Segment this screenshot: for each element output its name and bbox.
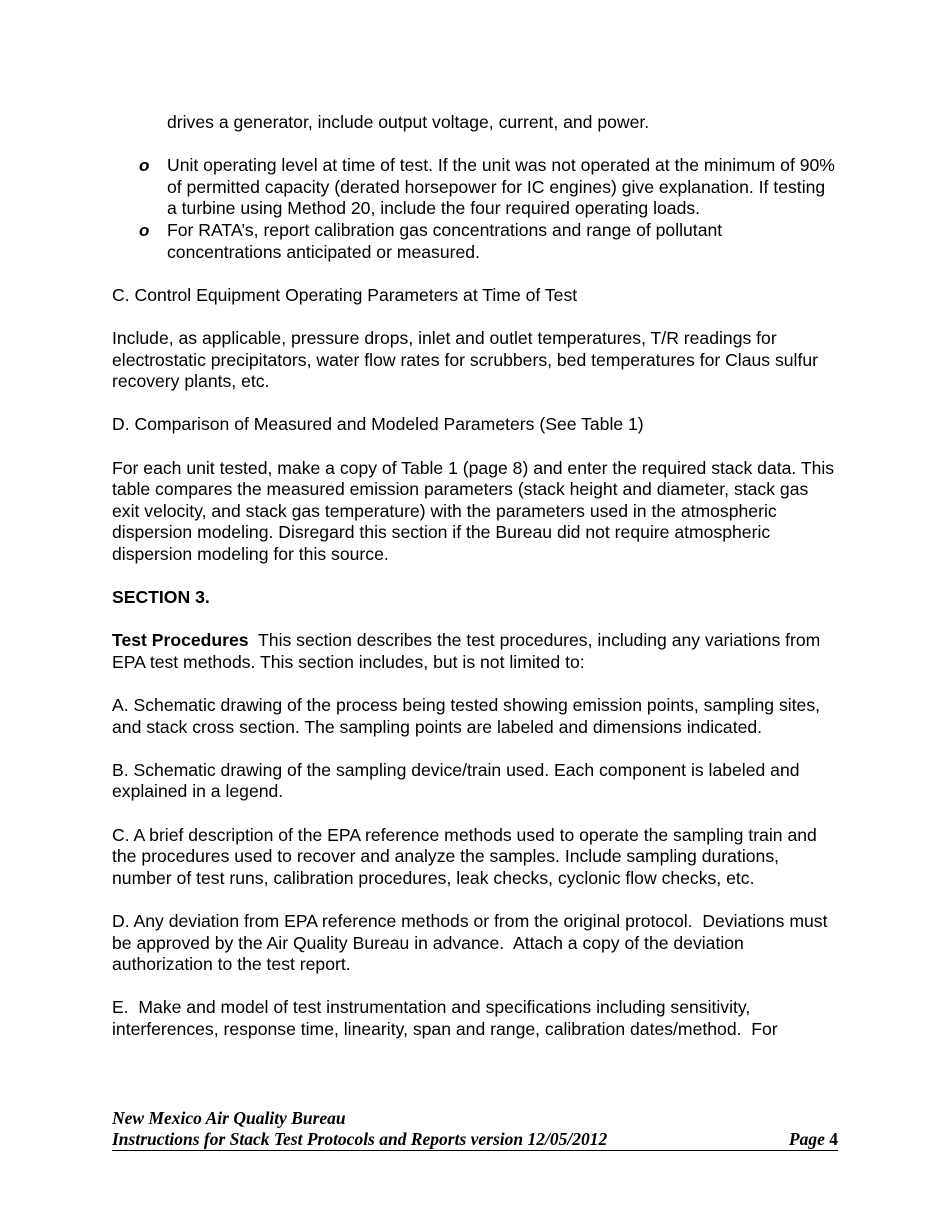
document-body	[112, 112, 838, 1062]
bullet-text: Unit operating level at time of test. If the unit was not operated at the minimum of 90% of permitted capacity (derated horsepower for IC engines) give explanation. If testing a turbine using Method 20, include the four required operating loads.	[167, 155, 835, 219]
bullet-item-operating-level	[112, 155, 838, 220]
item-d: D. Any deviation from EPA reference methods or from the original protocol. Deviations must be approved by the Air Quality Bureau in advance. Attach a copy of the deviation authorization to the test report.	[112, 910, 833, 975]
test-procedures-body: This section describes the test procedures, including any variations from EPA test methods. This section includes, but is not limited to:	[112, 630, 826, 672]
item-a: A. Schematic drawing of the process being tested showing emission points, sampling sites, and stack cross section. The sampling points are labeled and dimensions indicated.	[112, 695, 821, 737]
bullet-icon: o	[139, 220, 150, 240]
item-b: B. Schematic drawing of the sampling device/train used. Each component is labeled and explained in a legend.	[112, 759, 800, 802]
page-number-value: 4	[829, 1129, 838, 1149]
footer-org: New Mexico Air Quality Bureau	[112, 1108, 346, 1128]
page-label: Page	[788, 1129, 825, 1149]
test-procedures-label: Test Procedures	[112, 630, 249, 651]
section-3-heading: SECTION 3.	[112, 587, 210, 608]
continuation-text: drives a generator, include output voltage, current, and power.	[167, 112, 650, 132]
bullet-icon: o	[139, 156, 150, 176]
bullet-text: For RATA’s, report calibration gas concentrations and range of pollutant concentrations anticipated or measured.	[167, 219, 723, 262]
bullet-list	[112, 155, 838, 263]
item-e: E. Make and model of test instrumentation and specifications including sensitivity, interferences, response time, linearity, span and range, calibration dates/method. For	[112, 997, 778, 1039]
section-c-body: Include, as applicable, pressure drops, inlet and outlet temperatures, T/R readings for electrostatic precipitators, water flow rates for scrubbers, bed temperatures for Claus sulfur recovery plants, etc.	[112, 327, 818, 392]
section-d-body: For each unit tested, make a copy of Table 1 (page 8) and enter the required stack data. This table compares the measured emission parameters (stack height and diameter, stack gas exit velocity, and stack gas temperature) with the parameters used in the atmospheric dispersion modeling. Disregard this section if the Bureau did not require atmospheric dispersion modeling for this source.	[112, 457, 835, 564]
item-c: C. A brief description of the EPA reference methods used to operate the sampling train and the procedures used to recover and analyze the samples. Include sampling durations, number of test runs, calibration procedures, leak checks, cyclonic flow checks, etc.	[112, 824, 817, 888]
page-footer	[112, 1108, 838, 1151]
footer-title-row	[112, 1129, 838, 1151]
footer-page-number	[789, 1129, 838, 1150]
bullet-item-rata	[112, 220, 838, 263]
section-d-heading: D. Comparison of Measured and Modeled Parameters (See Table 1)	[112, 414, 644, 435]
section-c-heading: C. Control Equipment Operating Parameters at Time of Test	[112, 284, 578, 305]
footer-doc-title: Instructions for Stack Test Protocols and Reports version 12/05/2012	[112, 1129, 608, 1149]
test-procedures-paragraph	[112, 630, 838, 673]
